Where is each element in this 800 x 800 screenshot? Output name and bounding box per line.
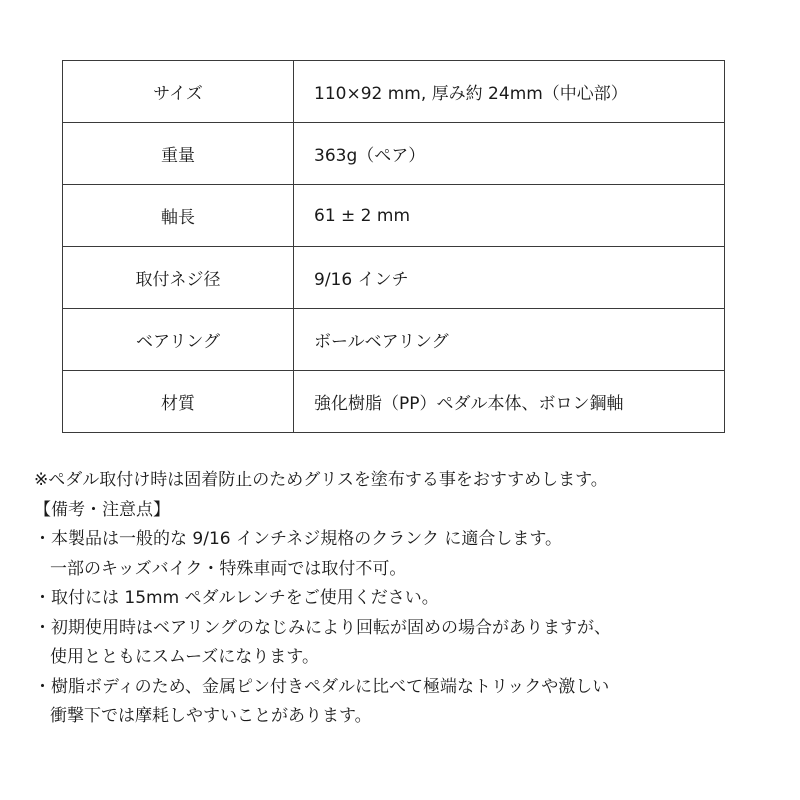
spec-value: 強化樹脂（PP）ペダル本体、ボロン鋼軸 <box>294 371 725 433</box>
spec-label: 取付ネジ径 <box>63 247 294 309</box>
table-row <box>63 185 725 247</box>
spec-table <box>62 60 725 433</box>
note-item-line: ・取付には 15mm ペダルレンチをご使用ください。 <box>34 588 439 608</box>
spec-value: 110×92 mm, 厚み約 24mm（中心部） <box>294 61 725 123</box>
spec-label: 軸長 <box>63 185 294 247</box>
note-item-line: 使用とともにスムーズになります。 <box>50 647 319 667</box>
spec-value: 363g（ペア） <box>294 123 725 185</box>
note-item-line: 衝撃下では摩耗しやすいことがあります。 <box>50 706 372 726</box>
note-item-line: ・樹脂ボディのため、金属ピン付きペダルに比べて極端なトリックや激しい <box>34 676 610 697</box>
table-row <box>63 123 725 185</box>
note-item-line: ・本製品は一般的な 9/16 インチネジ規格のクランク に適合します。 <box>34 529 563 549</box>
spec-label: サイズ <box>63 61 294 123</box>
table-row <box>63 61 725 123</box>
note-item-line: ・初期使用時はベアリングのなじみにより回転が固めの場合がありますが、 <box>34 617 611 638</box>
spec-label: ベアリング <box>63 309 294 371</box>
notes-section <box>34 466 774 732</box>
spec-label: 材質 <box>63 371 294 433</box>
spec-label: 重量 <box>63 123 294 185</box>
table-row <box>63 247 725 309</box>
spec-value: 9/16 インチ <box>294 247 725 309</box>
table-row <box>63 309 725 371</box>
grease-note: ※ペダル取付け時は固着防止のためグリスを塗布する事をおすすめします。 <box>34 470 608 490</box>
table-row <box>63 371 725 433</box>
notes-heading: 【備考・注意点】 <box>34 499 170 520</box>
spec-value: 61 ± 2 mm <box>294 185 725 247</box>
note-item-line: 一部のキッズバイク・特殊車両では取付不可。 <box>50 558 407 579</box>
spec-value: ボールベアリング <box>294 309 725 371</box>
